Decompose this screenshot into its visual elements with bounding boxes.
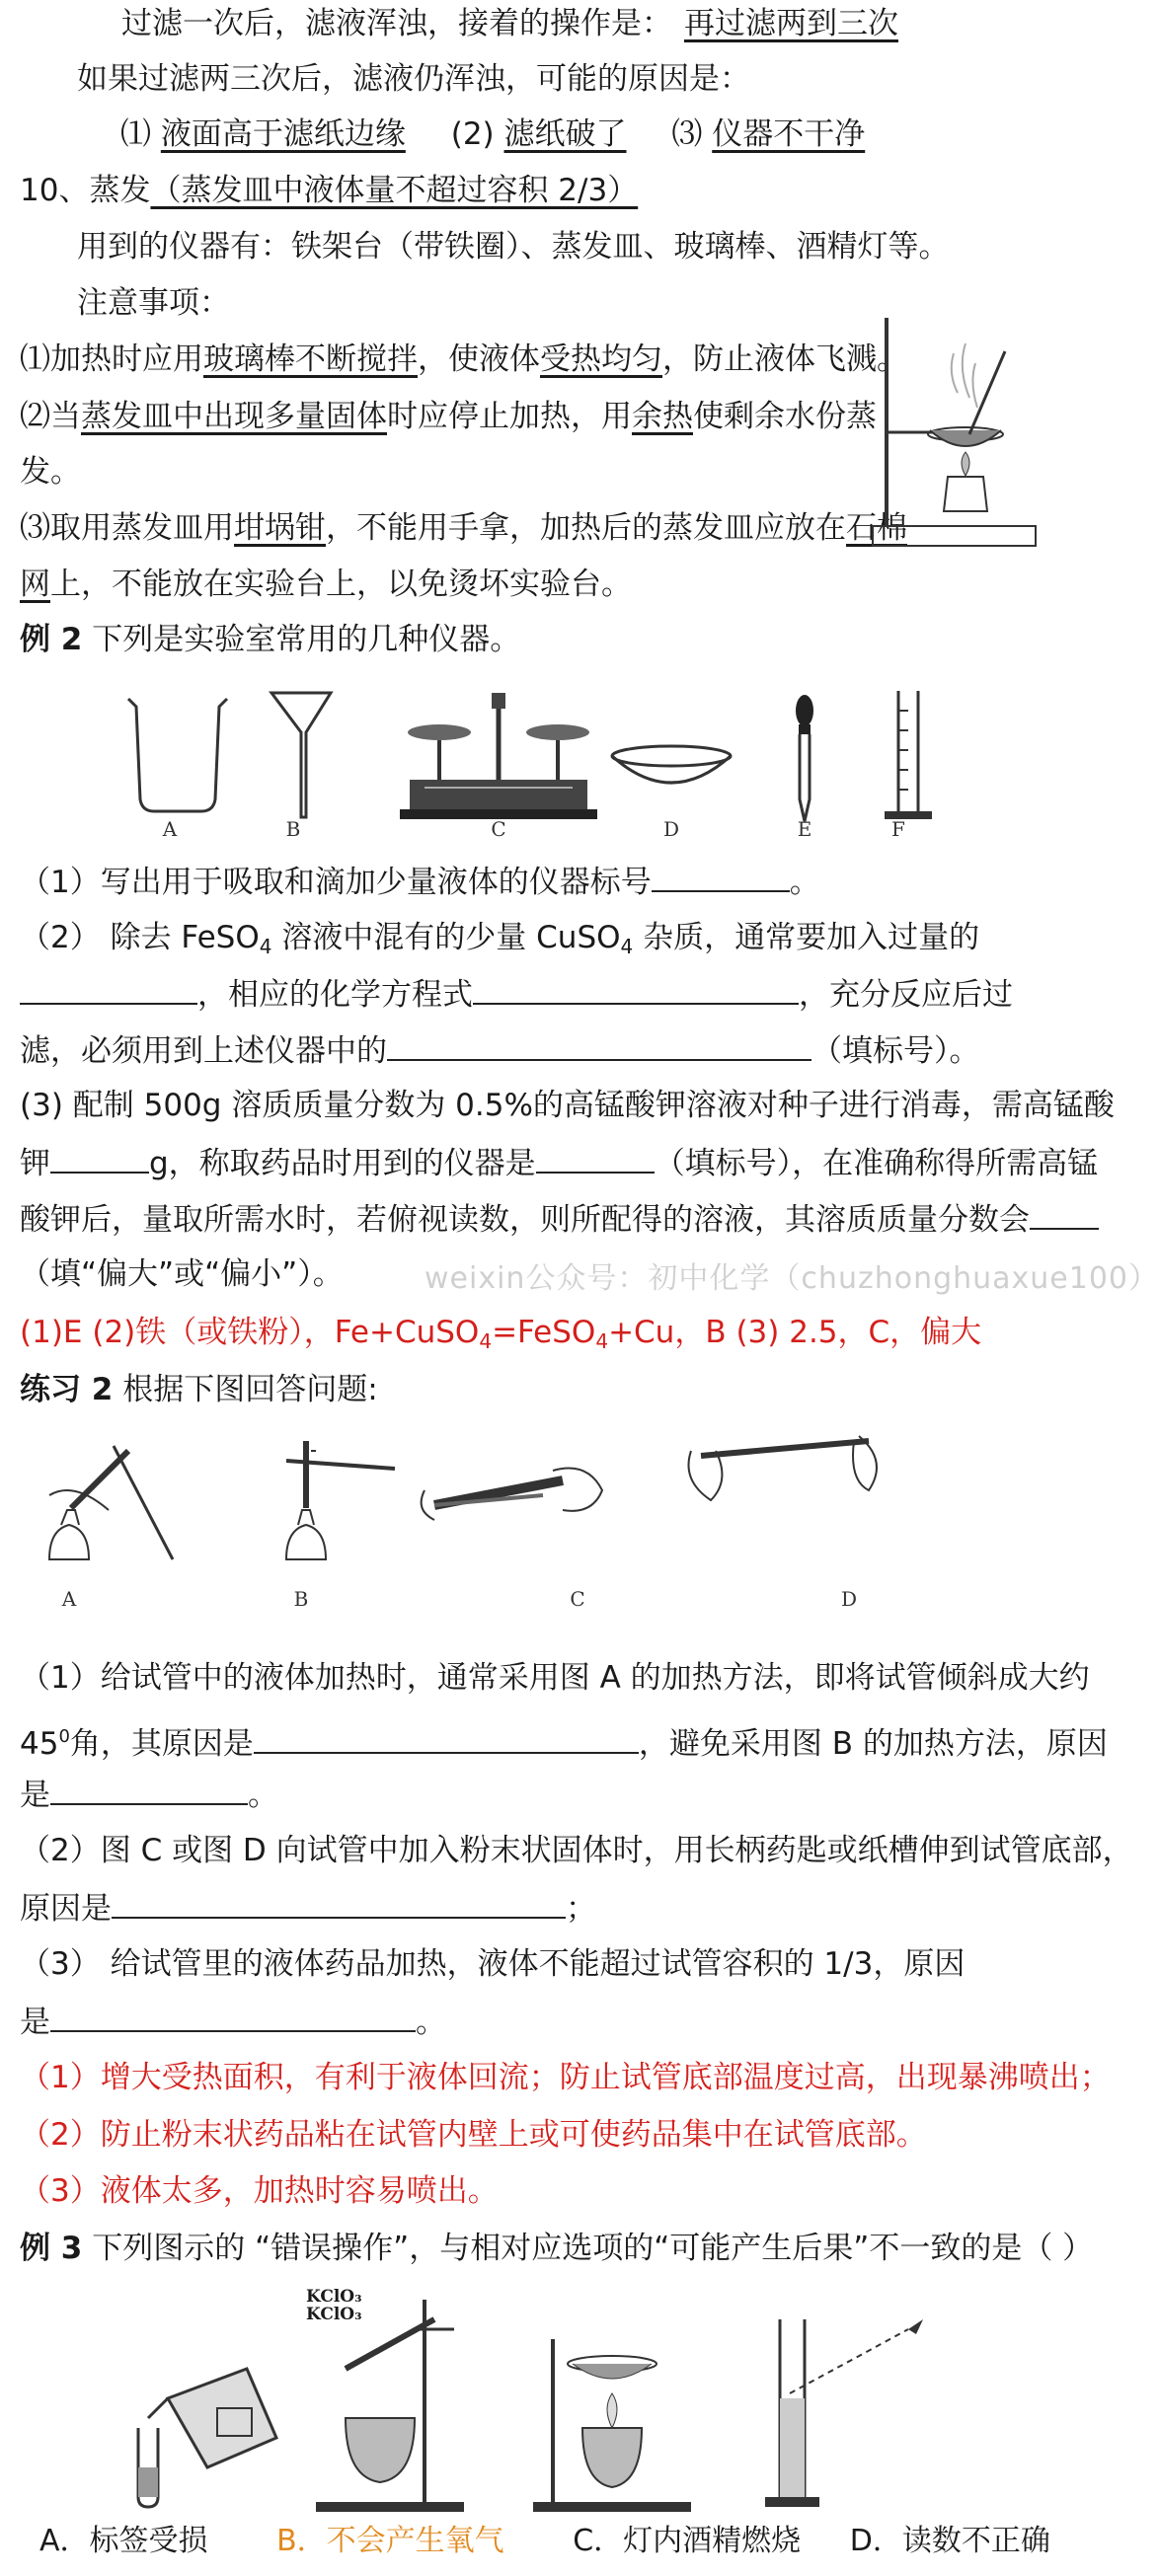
practice2-heading: 练习 2 根据下图回答问题: [20, 1372, 378, 1407]
pr2-question-2b: 原因是 ； [20, 1887, 1046, 1929]
filter-reasons: ⑴ 液面高于滤纸边缘 (2) 滤纸破了 ⑶ 仪器不干净 [120, 116, 866, 152]
adding-powder-paper-icon [689, 1436, 878, 1500]
balance-icon [400, 693, 597, 819]
alcohol-lamp-icon [533, 2339, 691, 2512]
pr2-caption-a: A [61, 1587, 77, 1611]
ex2-question-3: (3) 配制 500g 溶质质量分数为 0.5%的高锰酸钾溶液对种子进行消毒，需高锰酸 [20, 1088, 1115, 1123]
pr2-answer-2: （2）防止粉末状药品粘在试管内壁上或可使药品集中在试管底部。 [20, 2117, 927, 2153]
instrument-caption-e: E [797, 817, 812, 841]
instrument-caption-c: C [491, 817, 506, 841]
adding-powder-spoon-icon [422, 1469, 602, 1521]
evaporation-apparatus-figure [859, 314, 1046, 556]
heating-vertical-tube-icon [286, 1441, 395, 1559]
ex2-question-2c: 滤，必须用到上述仪器中的 （填标号）。 [20, 1029, 1046, 1071]
evap-note-3-cont: 网上，不能放在实验台上，以免烫坏实验台。 [20, 567, 632, 602]
heating-tilted-tube-icon [49, 1446, 173, 1559]
ex2-question-3b: 钾 g，称取药品时用到的仪器是 （填标号），在准确称得所需高锰 [20, 1142, 1046, 1183]
test-tube-heating-figure [20, 1421, 1046, 1579]
pr2-answer-1: （1）增大受热面积，有利于液体回流；防止试管底部温度过高，出现暴沸喷出； [20, 2060, 1111, 2095]
instrument-caption-d: D [662, 817, 680, 841]
evap-note-3: ⑶取用蒸发皿用坩埚钳，不能用手拿，加热后的蒸发皿应放在石棉 [20, 510, 907, 546]
pr2-question-1: （1）给试管中的液体加热时，通常采用图 A 的加热方法，即将试管倾斜成大约 [20, 1660, 1090, 1696]
reading-cylinder-icon [765, 2319, 923, 2507]
option-c: C．灯内酒精燃烧 [573, 2524, 802, 2558]
error-operations-figure [20, 2280, 1046, 2517]
ex2-question-3d: （填“偏大”或“偏小”）。 [20, 1256, 344, 1292]
instrument-caption-b: B [285, 817, 301, 841]
watermark-text: weixin公众号：初中化学（chuzhonghuaxue100） [425, 1261, 1159, 1296]
option-d: D．读数不正确 [849, 2524, 1050, 2558]
pr2-question-1c: 是 。 [20, 1774, 1046, 1815]
instrument-caption-a: A [162, 817, 178, 841]
filter-line-2: 如果过滤两三次后，滤液仍浑浊，可能的原因是： [77, 61, 750, 97]
ex2-question-3c: 酸钾后，量取所需水时，若俯视读数，则所配得的溶液，其溶质质量分数会 [20, 1198, 1046, 1240]
funnel-icon [271, 693, 331, 817]
graduated-cylinder-icon [885, 691, 932, 819]
ex2-answer: (1)E (2)铁（或铁粉），Fe+CuSO$_4$=FeSO$_4$+Cu，B (3) 2.5，C，偏大 [20, 1315, 982, 1353]
kclo3-label: KClO₃ KClO₃ [306, 2287, 362, 2324]
pr2-question-2: （2）图 C 或图 D 向试管中加入粉末状固体时，用长柄药匙或纸槽伸到试管底部， [20, 1833, 1133, 1868]
example2-heading: 例 2 下列是实验室常用的几种仪器。 [20, 622, 521, 657]
pr2-question-3: （3） 给试管里的液体药品加热，液体不能超过试管容积的 1/3，原因 [20, 1946, 966, 1982]
ex2-question-2: （2） 除去 FeSO$_4$ 溶液中混有的少量 CuSO$_4$ 杂质，通常要加入过量的 [20, 920, 980, 958]
filter-answer: 再过滤两到三次 [684, 6, 898, 41]
evap-instruments: 用到的仪器有：铁架台（带铁圈）、蒸发皿、玻璃棒、酒精灯等。 [77, 229, 950, 265]
heating-kclo3-icon [316, 2300, 464, 2512]
evap-notes-title: 注意事项： [77, 285, 230, 321]
pr2-caption-c: C [570, 1587, 585, 1611]
evap-title: 10、蒸发（蒸发皿中液体量不超过容积 2/3） [20, 173, 639, 208]
evap-note-1: ⑴加热时应用玻璃棒不断搅拌，使液体受热均匀，防止液体飞溅。 [20, 341, 907, 377]
example3-heading: 例 3 下列图示的 “错误操作”，与相对应选项的“可能产生后果”不一致的是（ ） [20, 2231, 1094, 2266]
beaker-icon [128, 699, 227, 811]
pr2-question-1b: $45^0$角，其原因是 ，避免采用图 B 的加热方法，原因 [20, 1717, 1046, 1764]
ex2-question-2b: ，相应的化学方程式 ，充分反应后过 [20, 973, 1046, 1015]
filter-line-1: 过滤一次后，滤液浑浊，接着的操作是： 再过滤两到三次 [121, 6, 898, 41]
evap-note-2-cont: 发。 [20, 454, 81, 490]
dropper-icon [796, 695, 813, 821]
ex2-question-1: （1）写出用于吸取和滴加少量液体的仪器标号 。 [20, 861, 1046, 902]
ex3-options [39, 2522, 1050, 2561]
pr2-caption-b: B [293, 1587, 309, 1611]
pr2-caption-d: D [840, 1587, 858, 1611]
pouring-bottle-icon [138, 2369, 276, 2507]
pr2-question-3b: 是 。 [20, 2001, 1046, 2042]
option-a: A．标签受损 [39, 2524, 208, 2558]
evap-note-2: ⑵当蒸发皿中出现多量固体时应停止加热，用余热使剩余水份蒸 [20, 399, 877, 434]
option-b: B．不会产生氧气 [276, 2524, 504, 2558]
evaporating-dish-icon [612, 746, 731, 783]
pr2-answer-3: （3）液体太多，加热时容易喷出。 [20, 2173, 499, 2209]
instrument-caption-f: F [891, 817, 905, 841]
